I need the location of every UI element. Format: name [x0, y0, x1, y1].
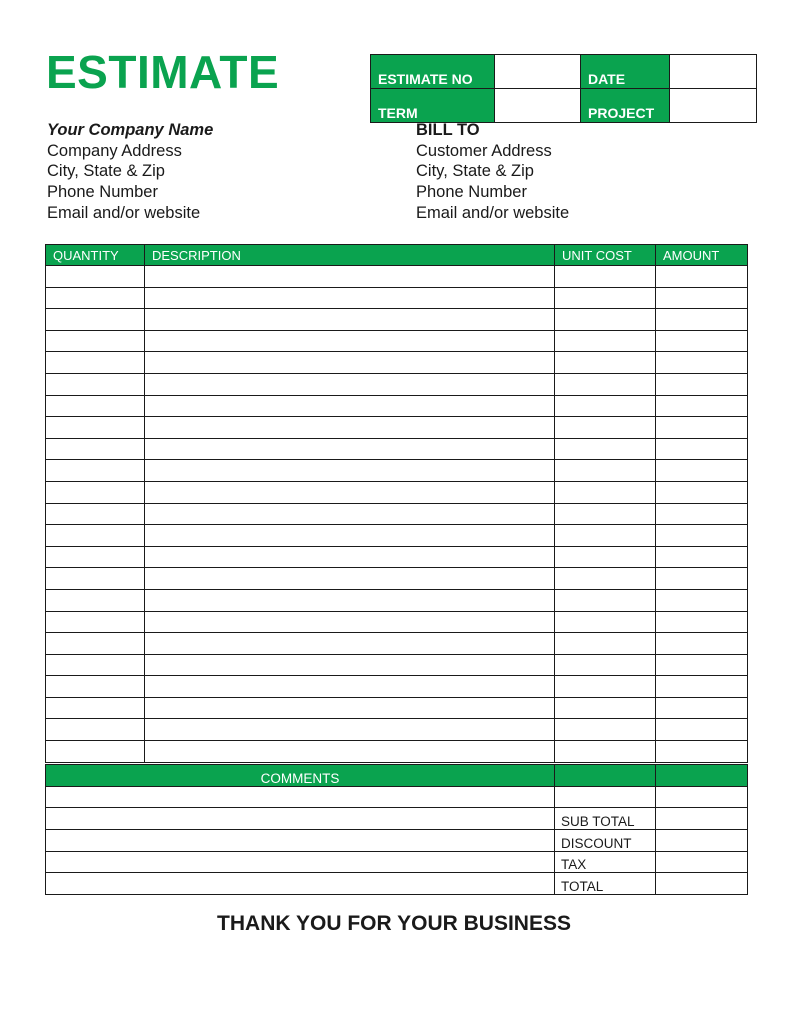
unit-cost-cell[interactable]: [555, 287, 656, 309]
description-cell[interactable]: [145, 611, 555, 633]
line-item-row: [46, 719, 748, 741]
line-item-row: [46, 309, 748, 331]
description-cell[interactable]: [145, 417, 555, 439]
quantity-cell[interactable]: [46, 417, 145, 439]
unit-cost-cell[interactable]: [555, 438, 656, 460]
line-item-row: [46, 460, 748, 482]
bill-to-block: [416, 120, 569, 224]
estimate-no-label: ESTIMATE NO: [371, 55, 495, 89]
description-cell[interactable]: [145, 460, 555, 482]
amount-cell[interactable]: [656, 503, 748, 525]
amount-cell[interactable]: [656, 654, 748, 676]
line-item-row: [46, 611, 748, 633]
column-header-description: DESCRIPTION: [145, 245, 555, 266]
term-field[interactable]: [495, 89, 581, 123]
amount-cell[interactable]: [656, 373, 748, 395]
description-cell[interactable]: [145, 438, 555, 460]
quantity-cell[interactable]: [46, 287, 145, 309]
estimate-meta-table: [370, 54, 757, 123]
quantity-cell[interactable]: [46, 481, 145, 503]
unit-cost-cell[interactable]: [555, 525, 656, 547]
quantity-cell[interactable]: [46, 589, 145, 611]
unit-cost-cell[interactable]: [555, 352, 656, 374]
unit-cost-cell[interactable]: [555, 697, 656, 719]
unit-cost-cell[interactable]: [555, 417, 656, 439]
quantity-cell[interactable]: [46, 546, 145, 568]
description-cell[interactable]: [145, 373, 555, 395]
amount-cell[interactable]: [656, 460, 748, 482]
line-item-row: [46, 568, 748, 590]
document-title: ESTIMATE: [46, 46, 280, 98]
company-address-block: [47, 120, 213, 224]
date-field[interactable]: [670, 55, 757, 89]
unit-cost-cell[interactable]: [555, 719, 656, 741]
description-cell[interactable]: [145, 395, 555, 417]
amount-cell[interactable]: [656, 568, 748, 590]
description-cell[interactable]: [145, 330, 555, 352]
line-item-row: [46, 417, 748, 439]
thank-you-message: THANK YOU FOR YOUR BUSINESS: [217, 912, 571, 935]
description-cell[interactable]: [145, 741, 555, 763]
description-cell[interactable]: [145, 568, 555, 590]
unit-cost-cell[interactable]: [555, 568, 656, 590]
description-cell[interactable]: [145, 676, 555, 698]
description-cell[interactable]: [145, 266, 555, 288]
summary-table: [45, 764, 748, 895]
customer-address: Customer Address: [416, 141, 552, 160]
quantity-cell[interactable]: [46, 741, 145, 763]
line-item-row: [46, 266, 748, 288]
amount-cell[interactable]: [656, 266, 748, 288]
unit-cost-cell[interactable]: [555, 589, 656, 611]
term-label: TERM: [371, 89, 495, 123]
comments-line[interactable]: [46, 830, 555, 852]
summary-blank-value[interactable]: [656, 786, 748, 808]
amount-cell[interactable]: [656, 525, 748, 547]
amount-cell[interactable]: [656, 417, 748, 439]
amount-cell[interactable]: [656, 633, 748, 655]
line-item-row: [46, 395, 748, 417]
line-items-body: [46, 266, 748, 763]
line-item-row: [46, 287, 748, 309]
amount-cell[interactable]: [656, 697, 748, 719]
comments-header: COMMENTS: [46, 765, 555, 787]
amount-cell[interactable]: [656, 352, 748, 374]
subtotal-field[interactable]: [656, 808, 748, 830]
unit-cost-cell[interactable]: [555, 503, 656, 525]
quantity-cell[interactable]: [46, 633, 145, 655]
line-item-row: [46, 373, 748, 395]
line-item-row: [46, 330, 748, 352]
line-item-row: [46, 503, 748, 525]
discount-field[interactable]: [656, 830, 748, 852]
line-item-row: [46, 697, 748, 719]
quantity-cell[interactable]: [46, 676, 145, 698]
quantity-cell[interactable]: [46, 330, 145, 352]
line-item-row: [46, 676, 748, 698]
quantity-cell[interactable]: [46, 352, 145, 374]
amount-cell[interactable]: [656, 546, 748, 568]
quantity-cell[interactable]: [46, 309, 145, 331]
quantity-cell[interactable]: [46, 395, 145, 417]
amount-cell[interactable]: [656, 611, 748, 633]
total-label: TOTAL: [555, 873, 656, 895]
amount-cell[interactable]: [656, 676, 748, 698]
unit-cost-cell[interactable]: [555, 654, 656, 676]
unit-cost-cell[interactable]: [555, 309, 656, 331]
subtotal-label: SUB TOTAL: [555, 808, 656, 830]
column-header-quantity: QUANTITY: [46, 245, 145, 266]
unit-cost-cell[interactable]: [555, 460, 656, 482]
description-cell[interactable]: [145, 589, 555, 611]
tax-label: TAX: [555, 851, 656, 873]
customer-phone: Phone Number: [416, 183, 527, 202]
line-item-row: [46, 525, 748, 547]
quantity-cell[interactable]: [46, 654, 145, 676]
unit-cost-cell[interactable]: [555, 395, 656, 417]
tax-field[interactable]: [656, 851, 748, 873]
company-address: Company Address: [47, 141, 182, 160]
unit-cost-cell[interactable]: [555, 373, 656, 395]
line-item-row: [46, 741, 748, 763]
total-field[interactable]: [656, 873, 748, 895]
summary-header-cell: [656, 765, 748, 787]
amount-cell[interactable]: [656, 309, 748, 331]
amount-cell[interactable]: [656, 287, 748, 309]
amount-cell[interactable]: [656, 481, 748, 503]
company-email: Email and/or website: [47, 203, 201, 222]
quantity-cell[interactable]: [46, 373, 145, 395]
unit-cost-cell[interactable]: [555, 266, 656, 288]
comments-line[interactable]: [46, 808, 555, 830]
line-item-row: [46, 654, 748, 676]
line-item-row: [46, 633, 748, 655]
customer-city: City, State & Zip: [416, 162, 534, 181]
bill-to-heading: BILL TO: [416, 121, 480, 139]
unit-cost-cell[interactable]: [555, 330, 656, 352]
line-item-row: [46, 438, 748, 460]
description-cell[interactable]: [145, 546, 555, 568]
quantity-cell[interactable]: [46, 266, 145, 288]
amount-cell[interactable]: [656, 395, 748, 417]
unit-cost-cell[interactable]: [555, 546, 656, 568]
description-cell[interactable]: [145, 481, 555, 503]
amount-cell[interactable]: [656, 719, 748, 741]
unit-cost-cell[interactable]: [555, 633, 656, 655]
customer-email: Email and/or website: [416, 203, 570, 222]
column-header-unit-cost: UNIT COST: [555, 245, 656, 266]
unit-cost-cell[interactable]: [555, 741, 656, 763]
project-field[interactable]: [670, 89, 757, 123]
quantity-cell[interactable]: [46, 697, 145, 719]
amount-cell[interactable]: [656, 589, 748, 611]
line-item-row: [46, 352, 748, 374]
description-cell[interactable]: [145, 633, 555, 655]
description-cell[interactable]: [145, 719, 555, 741]
summary-header-cell: [555, 765, 656, 787]
line-item-row: [46, 481, 748, 503]
quantity-cell[interactable]: [46, 503, 145, 525]
summary-blank-label: [555, 786, 656, 808]
description-cell[interactable]: [145, 697, 555, 719]
quantity-cell[interactable]: [46, 719, 145, 741]
description-cell[interactable]: [145, 654, 555, 676]
description-cell[interactable]: [145, 352, 555, 374]
amount-cell[interactable]: [656, 330, 748, 352]
amount-cell[interactable]: [656, 438, 748, 460]
estimate-no-field[interactable]: [495, 55, 581, 89]
quantity-cell[interactable]: [46, 568, 145, 590]
date-label: DATE: [581, 55, 670, 89]
quantity-cell[interactable]: [46, 460, 145, 482]
line-item-row: [46, 546, 748, 568]
project-label: PROJECT: [581, 89, 670, 123]
description-cell[interactable]: [145, 503, 555, 525]
unit-cost-cell[interactable]: [555, 481, 656, 503]
comments-line[interactable]: [46, 873, 555, 895]
column-header-amount: AMOUNT: [656, 245, 748, 266]
line-items-table: [45, 244, 748, 763]
company-name: Your Company Name: [47, 121, 214, 139]
discount-label: DISCOUNT: [555, 830, 656, 852]
description-cell[interactable]: [145, 287, 555, 309]
unit-cost-cell[interactable]: [555, 676, 656, 698]
company-phone: Phone Number: [47, 183, 158, 202]
quantity-cell[interactable]: [46, 611, 145, 633]
quantity-cell[interactable]: [46, 438, 145, 460]
description-cell[interactable]: [145, 309, 555, 331]
quantity-cell[interactable]: [46, 525, 145, 547]
description-cell[interactable]: [145, 525, 555, 547]
line-item-row: [46, 589, 748, 611]
unit-cost-cell[interactable]: [555, 611, 656, 633]
company-city: City, State & Zip: [47, 162, 165, 181]
comments-line[interactable]: [46, 851, 555, 873]
amount-cell[interactable]: [656, 741, 748, 763]
comments-line[interactable]: [46, 786, 555, 808]
